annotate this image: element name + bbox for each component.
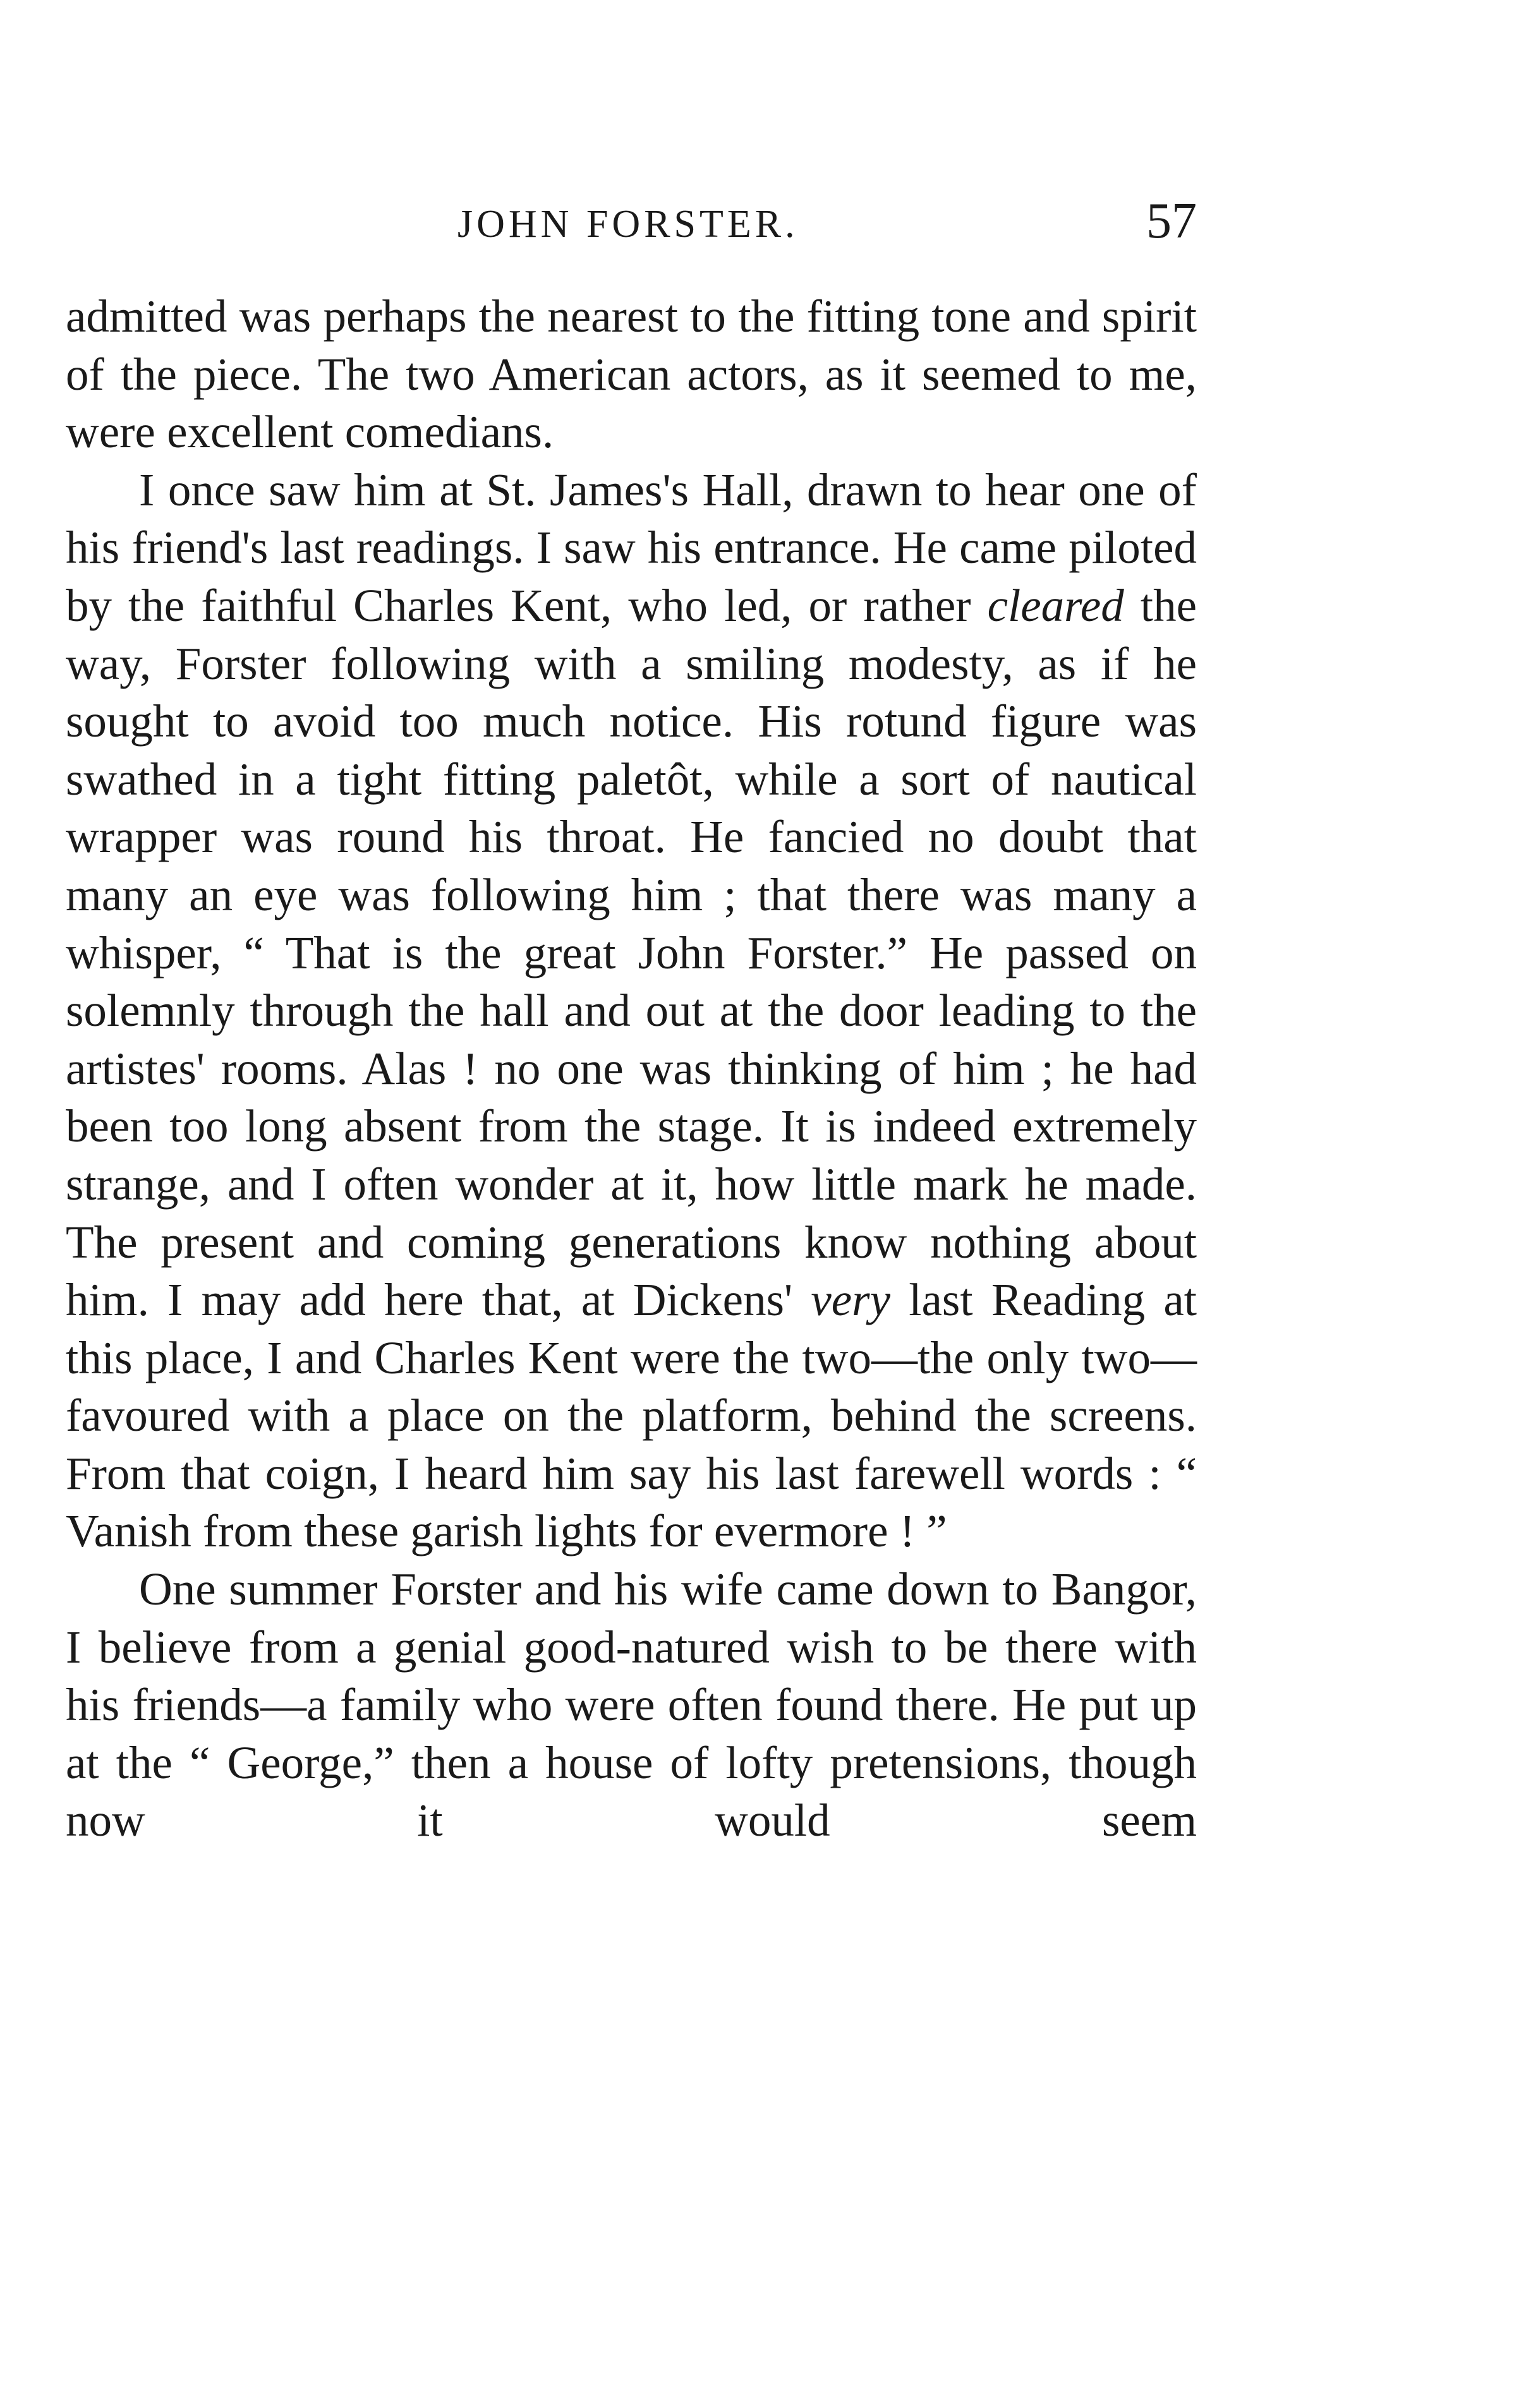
running-title: JOHN FORSTER. xyxy=(457,203,799,246)
italic-word-very: very xyxy=(811,1274,890,1326)
body-text xyxy=(66,287,1197,1850)
italic-word-cleared: cleared xyxy=(987,579,1124,631)
paragraph-1 xyxy=(66,287,1197,461)
paragraph-1-text: admitted was perhaps the nearest to the fitting tone and spirit of the piece. The two American actors, as it seemed to me, were excellent comedians. xyxy=(66,291,1197,458)
paragraph-3-text: One summer Forster and his wife came down to Bangor, I believe from a genial good-natured wish to be there with his friends—a family who were often found there. He put up at the “ George,” then a house of lofty pretensions, though now it would seem xyxy=(66,1563,1197,1846)
page-number: 57 xyxy=(1146,193,1197,249)
paragraph-2-text-c: last Reading at this place, I and Charles Kent were the two—the only two— favoured with a place on the platform, behind the screens. From that coign, I heard him say his last farewell words : “ Vanish from these garish lights for evermore ! ” xyxy=(66,1274,1197,1557)
running-header xyxy=(66,190,1197,259)
paragraph-2-text-b: the way, Forster following with a smiling modesty, as if he sought to avoid too much notice. His rotund figure was swathed in a tight fitting paletôt, while a sort of nautical wrapper was round his throat. He fancied no doubt that many an eye was following him ; that there was many a whisper, “ That is the great John Forster.” He passed on solemnly through the hall and out at the door leading to the artistes' rooms. Alas ! no one was thinking of him ; he had been too long absent from the stage. It is indeed extremely strange, and I often wonder at it, how little mark he made. The present and coming generations know nothing about him. I may add here that, at Dickens' xyxy=(66,579,1197,1326)
paragraph-3 xyxy=(66,1560,1197,1850)
paragraph-2 xyxy=(66,461,1197,1560)
paragraph-2-text-a: I once saw him at St. James's Hall, drawn to hear one of his friend's last readings. I saw his entrance. He came piloted by the faithful Charles Kent, who led, or rather xyxy=(66,464,1197,631)
